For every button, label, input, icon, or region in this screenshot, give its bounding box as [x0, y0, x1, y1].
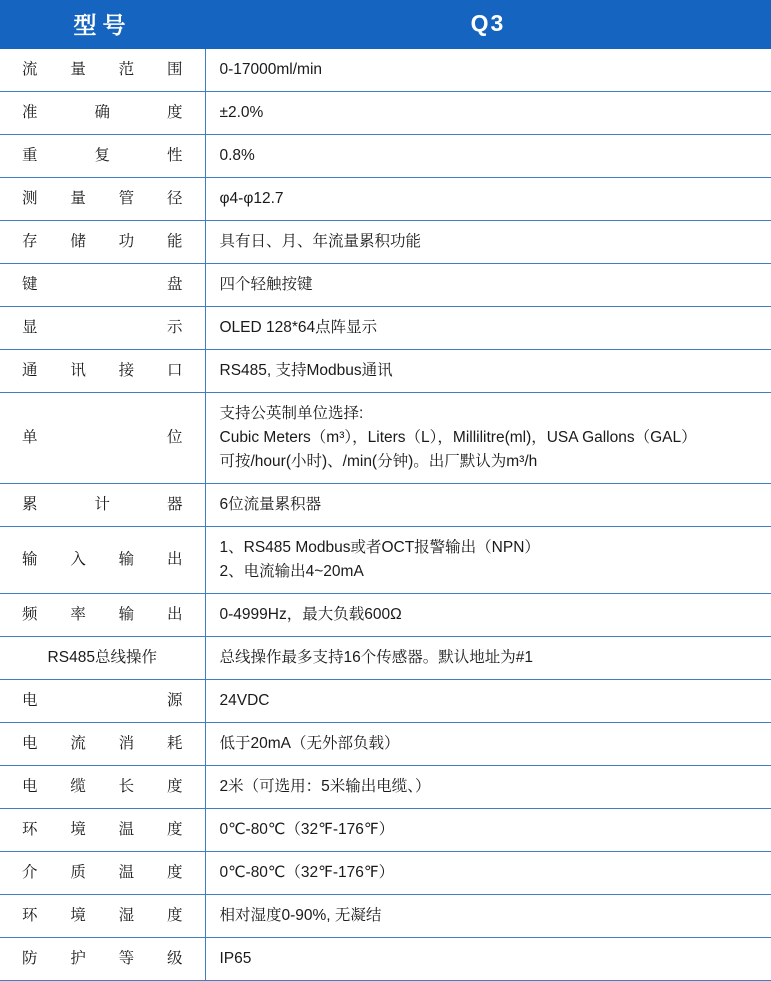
row-value-line: Cubic Meters（m³），Liters（L），Millilitre(ml)，USA Gallons（GAL）: [219, 429, 697, 447]
row-value: [205, 680, 771, 723]
row-label: 频率输出: [0, 594, 205, 637]
table-row: [0, 484, 771, 527]
row-value-line: 0℃-80℃（32℉-176℉）: [219, 821, 395, 839]
row-label: 电流消耗: [0, 723, 205, 766]
row-value-line: 四个轻触按键: [219, 276, 313, 294]
row-label: 测量管径: [0, 178, 205, 221]
row-value-line: 2、电流输出4~20mA: [219, 563, 364, 581]
row-label: 通讯接口: [0, 350, 205, 393]
row-value-line: 总线操作最多支持16个传感器。默认地址为#1: [219, 649, 533, 667]
table-row: [0, 307, 771, 350]
row-value-line: 0.8%: [219, 147, 255, 165]
row-label: 键盘: [0, 264, 205, 307]
row-label: 输入输出: [0, 527, 205, 594]
row-label: RS485总线操作: [0, 637, 205, 680]
row-value: [205, 809, 771, 852]
table-row: [0, 723, 771, 766]
row-value-line: IP65: [219, 950, 252, 968]
row-value: [205, 393, 771, 484]
table-row: [0, 852, 771, 895]
row-value: [205, 723, 771, 766]
row-value: [205, 135, 771, 178]
table-row: [0, 938, 771, 981]
table-header: [0, 0, 771, 49]
row-label: 电缆长度: [0, 766, 205, 809]
table-row: [0, 895, 771, 938]
row-value-line: 支持公英制单位选择:: [219, 405, 364, 423]
table-row: [0, 594, 771, 637]
row-value: [205, 852, 771, 895]
row-value: [205, 594, 771, 637]
row-label: 显示: [0, 307, 205, 350]
table-row: [0, 178, 771, 221]
table-row: [0, 264, 771, 307]
row-value: [205, 637, 771, 680]
header-cell-q3: Q3: [205, 0, 771, 49]
row-value: [205, 527, 771, 594]
row-label: 流量范围: [0, 49, 205, 92]
row-label: 环境湿度: [0, 895, 205, 938]
row-value-line: 0℃-80℃（32℉-176℉）: [219, 864, 395, 882]
table-body: [0, 49, 771, 981]
table-row: [0, 135, 771, 178]
row-value-line: 0-4999Hz，最大负载600Ω: [219, 606, 402, 624]
table-row: [0, 393, 771, 484]
header-cell-model: 型号: [0, 0, 205, 49]
row-label: 重复性: [0, 135, 205, 178]
row-value-line: 低于20mA（无外部负载）: [219, 735, 400, 753]
table-row: [0, 221, 771, 264]
row-value: [205, 178, 771, 221]
row-value: [205, 49, 771, 92]
table-row: [0, 637, 771, 680]
row-value-line: 具有日、月、年流量累积功能: [219, 233, 422, 251]
row-value: [205, 92, 771, 135]
row-value: [205, 938, 771, 981]
table-header-row: [0, 0, 771, 49]
row-value: [205, 766, 771, 809]
table-row: [0, 680, 771, 723]
row-value: [205, 484, 771, 527]
table-row: [0, 92, 771, 135]
table-row: [0, 49, 771, 92]
row-value-line: 2米（可选用：5米输出电缆、）: [219, 778, 431, 796]
row-value-line: RS485, 支持Modbus通讯: [219, 362, 393, 380]
row-value-line: 24VDC: [219, 692, 270, 710]
table-row: [0, 527, 771, 594]
row-label: 环境温度: [0, 809, 205, 852]
table-row: [0, 766, 771, 809]
row-label: 电源: [0, 680, 205, 723]
table-row: [0, 809, 771, 852]
row-value: [205, 221, 771, 264]
table-row: [0, 350, 771, 393]
row-value-line: 可按/hour(小时)、/min(分钟)。出厂默认为m³/h: [219, 453, 538, 471]
row-value: [205, 895, 771, 938]
row-value-line: 相对湿度0-90%, 无凝结: [219, 907, 382, 925]
row-label: 单位: [0, 393, 205, 484]
row-value-line: φ4-φ12.7: [219, 190, 284, 208]
row-label: 存储功能: [0, 221, 205, 264]
row-label: 累计器: [0, 484, 205, 527]
row-value-line: 0-17000ml/min: [219, 61, 323, 78]
row-value: [205, 350, 771, 393]
row-value-line: ±2.0%: [219, 104, 264, 122]
row-value-line: 6位流量累积器: [219, 496, 322, 514]
row-value: [205, 264, 771, 307]
row-label: 介质温度: [0, 852, 205, 895]
row-value: [205, 307, 771, 350]
row-label: 准确度: [0, 92, 205, 135]
row-label: 防护等级: [0, 938, 205, 981]
row-value-line: OLED 128*64点阵显示: [219, 319, 378, 337]
row-value-line: 1、RS485 Modbus或者OCT报警输出（NPN）: [219, 539, 540, 557]
